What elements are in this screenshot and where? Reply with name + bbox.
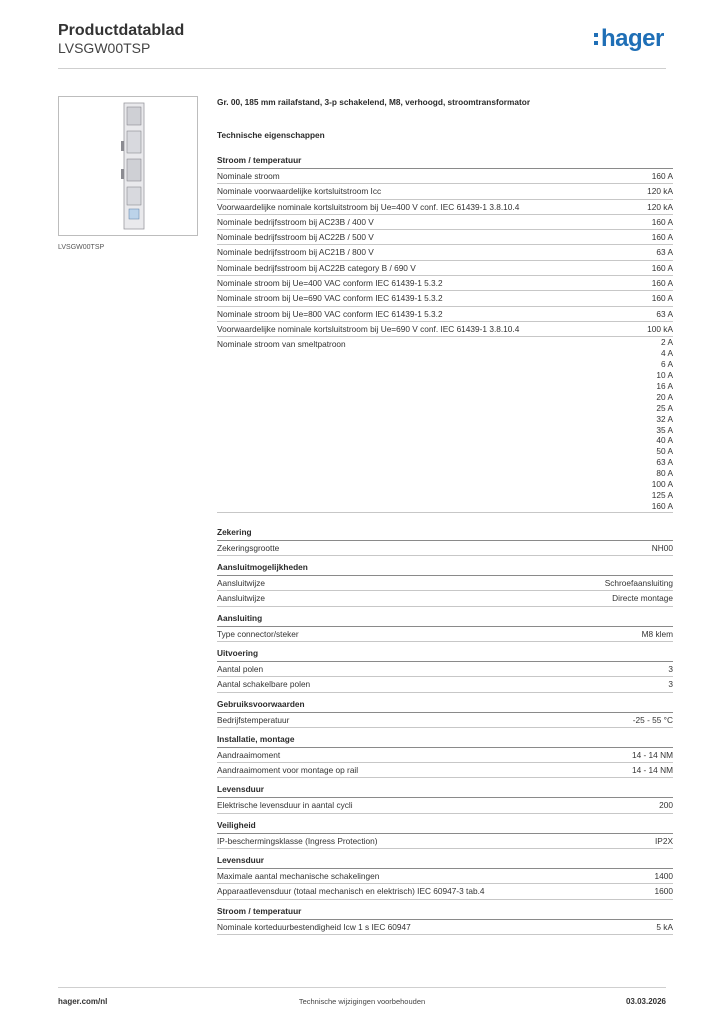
spec-label: Apparaatlevensduur (totaal mechanisch en elektrisch) IEC 60947-3 tab.4 <box>217 886 485 897</box>
spec-value: 5 kA <box>656 921 673 932</box>
fuse-rating-value: 100 A <box>651 479 673 490</box>
fuse-rating-value: 160 A <box>651 500 673 511</box>
spec-label: Aantal polen <box>217 663 264 674</box>
spec-value: Schroefaansluiting <box>604 578 673 589</box>
section-title: Levensduur <box>217 849 673 869</box>
spec-label: Aandraaimoment <box>217 749 281 760</box>
fuse-rating-value: 25 A <box>656 402 673 413</box>
spec-label: Nominale stroom van smeltpatroon <box>217 339 346 350</box>
tech-properties-title: Technische eigenschappen <box>217 130 325 140</box>
spec-row <box>217 677 673 692</box>
fuse-rating-value: 16 A <box>656 380 673 391</box>
spec-value: 160 A <box>651 171 673 181</box>
section-title: Veiligheid <box>217 814 673 834</box>
fuse-rating-value: 40 A <box>656 435 673 446</box>
spec-row <box>217 834 673 849</box>
spec-row <box>217 245 673 260</box>
fuse-rating-values <box>652 337 673 512</box>
spec-label: Aandraaimoment voor montage op rail <box>217 765 359 776</box>
spec-row <box>217 322 673 337</box>
spec-label: Nominale stroom bij Ue=800 VAC conform IEC 61439-1 5.3.2 <box>217 308 443 319</box>
spec-value: 160 A <box>651 216 673 227</box>
spec-row <box>217 184 673 199</box>
fuse-rating-value: 35 A <box>656 424 673 435</box>
spec-value: 63 A <box>656 308 673 319</box>
spec-value: NH00 <box>651 542 673 553</box>
spec-row <box>217 798 673 813</box>
spec-row <box>217 920 673 935</box>
spec-label: Type connector/steker <box>217 628 299 639</box>
spec-value: 120 kA <box>647 201 673 212</box>
spec-row <box>217 200 673 215</box>
spec-label: Zekeringsgrootte <box>217 542 280 553</box>
spec-label: Nominale bedrijfsstroom bij AC21B / 800 V <box>217 247 374 258</box>
spec-row <box>217 869 673 884</box>
logo-dots-icon <box>594 33 599 49</box>
spec-row <box>217 884 673 899</box>
spec-value: 200 <box>659 800 673 811</box>
fuse-rating-value: 2 A <box>661 337 673 348</box>
spec-label: Voorwaardelijke nominale kortsluitstroom bij Ue=690 V conf. IEC 61439-1 3.8.10.4 <box>217 323 520 334</box>
spec-row <box>217 662 673 677</box>
spec-row <box>217 215 673 230</box>
spec-value: 160 A <box>651 293 673 304</box>
hager-logo[interactable] <box>594 25 664 53</box>
spec-value: 1400 <box>654 871 673 882</box>
spec-value: 120 kA <box>647 186 673 197</box>
spec-value: 63 A <box>656 247 673 258</box>
spec-row <box>217 261 673 276</box>
spec-label: IP-beschermingsklasse (Ingress Protection) <box>217 835 378 846</box>
spec-value: -25 - 55 °C <box>632 714 673 725</box>
spec-value: IP2X <box>655 835 673 846</box>
spec-label: Maximale aantal mechanische schakelingen <box>217 871 380 882</box>
spec-value: 100 kA <box>647 323 673 334</box>
spec-value: 160 A <box>651 262 673 273</box>
spec-label: Nominale bedrijfsstroom bij AC23B / 400 V <box>217 216 374 227</box>
fuse-rating-row <box>217 337 673 513</box>
fuse-rating-value: 32 A <box>656 413 673 424</box>
spec-label: Elektrische levensduur in aantal cycli <box>217 800 353 811</box>
spec-row <box>217 230 673 245</box>
spec-value: 160 A <box>651 232 673 243</box>
spec-row <box>217 627 673 642</box>
footer-date: 03.03.2026 <box>625 997 666 1006</box>
spec-label: Bedrijfstemperatuur <box>217 714 290 725</box>
spec-value: 3 <box>668 679 673 690</box>
footer-divider <box>58 987 666 988</box>
spec-row <box>217 576 673 591</box>
footer-website-link[interactable]: hager.com/nl <box>58 997 108 1006</box>
spec-value: Directe montage <box>612 593 673 604</box>
section-title: Aansluitmogelijkheden <box>217 556 673 576</box>
spec-row <box>217 748 673 763</box>
spec-label: Nominale stroom bij Ue=690 VAC conform IEC 61439-1 5.3.2 <box>217 293 443 304</box>
section-title: Installatie, montage <box>217 728 673 748</box>
fuse-rating-value: 20 A <box>656 391 673 402</box>
fuse-rating-value: 63 A <box>656 457 673 468</box>
section-title: Zekering <box>217 521 673 541</box>
spec-label: Nominale stroom <box>217 171 280 181</box>
section-title: Levensduur <box>217 778 673 798</box>
spec-row <box>217 169 673 184</box>
fuse-rating-value: 80 A <box>656 468 673 479</box>
spec-label: Nominale bedrijfsstroom bij AC22B category B / 690 V <box>217 262 416 273</box>
section-title: Aansluiting <box>217 607 673 627</box>
spec-label: Aansluitwijze <box>217 593 265 604</box>
fuse-rating-value: 50 A <box>656 446 673 457</box>
spec-label: Voorwaardelijke nominale kortsluitstroom bij Ue=400 V conf. IEC 61439-1 3.8.10.4 <box>217 201 520 212</box>
spec-value: 14 - 14 NM <box>631 765 673 776</box>
section-title: Stroom / temperatuur <box>217 156 673 169</box>
spec-label: Nominale korteduurbestendigheid Icw 1 s IEC 60947 <box>217 921 411 932</box>
product-image-caption: LVSGW00TSP <box>58 244 105 251</box>
footer-disclaimer: Technische wijzigingen voorbehouden <box>298 997 426 1006</box>
fuse-rating-value: 6 A <box>661 359 673 370</box>
spec-value: 3 <box>668 663 673 674</box>
spec-row <box>217 763 673 778</box>
spec-label: Aantal schakelbare polen <box>217 679 311 690</box>
product-description: Gr. 00, 185 mm railafstand, 3-p schakelend, M8, verhoogd, stroomtransformator <box>217 97 531 107</box>
spec-row <box>217 307 673 322</box>
spec-row <box>217 591 673 606</box>
spec-row <box>217 713 673 728</box>
product-code: LVSGW00TSP <box>58 40 151 56</box>
logo-text: hager <box>601 25 664 52</box>
fuse-rating-value: 125 A <box>651 489 673 500</box>
section-title: Gebruiksvoorwaarden <box>217 693 673 713</box>
spec-content <box>217 96 673 935</box>
spec-label: Nominale bedrijfsstroom bij AC22B / 500 V <box>217 232 374 243</box>
spec-value: 1600 <box>654 886 673 897</box>
fuse-rating-value: 10 A <box>656 369 673 380</box>
spec-label: Aansluitwijze <box>217 578 265 589</box>
product-image-frame <box>58 96 198 236</box>
header-divider <box>58 68 666 69</box>
fuse-switch-product-image <box>121 101 147 231</box>
fuse-rating-value: 4 A <box>661 348 673 359</box>
spec-value: 160 A <box>651 278 673 289</box>
spec-row <box>217 276 673 291</box>
section-title: Uitvoering <box>217 642 673 662</box>
spec-row <box>217 541 673 556</box>
spec-row <box>217 291 673 306</box>
spec-value: M8 klem <box>641 628 673 639</box>
spec-value: 14 - 14 NM <box>631 749 673 760</box>
page-title: Productdatablad <box>58 22 185 39</box>
section-title: Stroom / temperatuur <box>217 900 673 920</box>
spec-label: Nominale voorwaardelijke kortsluitstroom Icc <box>217 186 382 197</box>
spec-label: Nominale stroom bij Ue=400 VAC conform IEC 61439-1 5.3.2 <box>217 278 443 289</box>
